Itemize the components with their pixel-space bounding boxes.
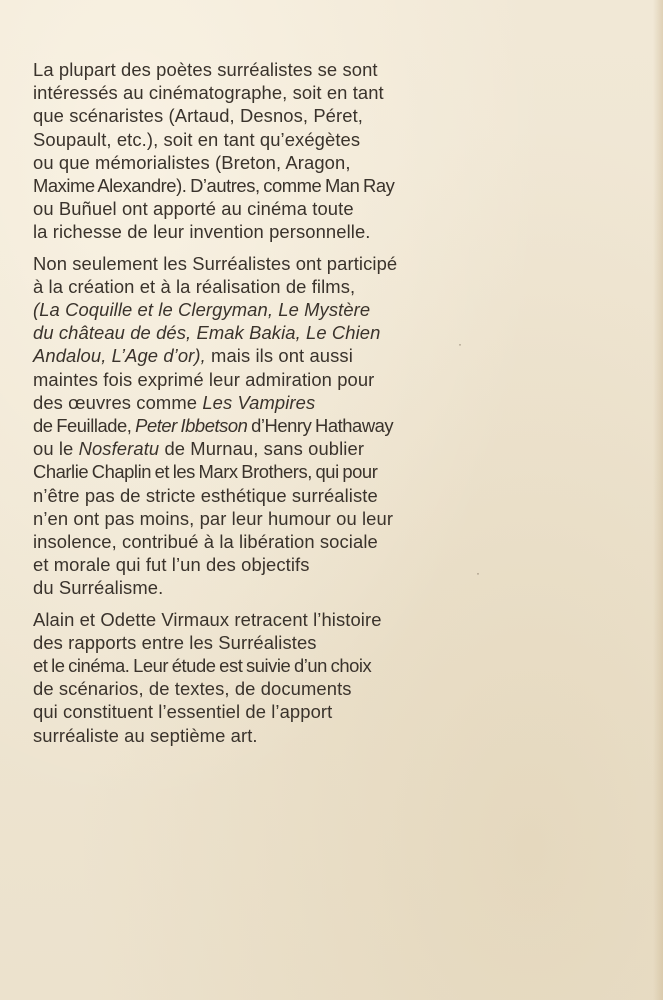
text-line: intéressés au cinématographe, soit en tant xyxy=(33,82,384,104)
text-segment: des œuvres comme xyxy=(33,391,203,413)
text-line: à la création et à la réalisation de films, xyxy=(33,275,356,297)
film-title: Nosferatu xyxy=(78,438,160,460)
text-line: Maxime Alexandre). D’autres, comme Man Ray xyxy=(33,175,395,197)
paper-speck: · xyxy=(458,337,462,351)
text-line: Non seulement les Surréalistes ont participé xyxy=(33,252,398,274)
text-line: surréaliste au septième art. xyxy=(33,724,258,746)
text-line: de scénarios, de textes, de documents xyxy=(33,678,352,700)
film-title: Les Vampires xyxy=(202,391,316,413)
text-line: la richesse de leur invention personnelle. xyxy=(33,221,371,243)
text-segment: d’Henry Hathaway xyxy=(247,415,394,437)
text-line: ou Buñuel ont apporté au cinéma toute xyxy=(33,198,354,220)
paper-speck: · xyxy=(476,566,480,580)
text-segment: de Murnau, sans oublier xyxy=(159,438,365,460)
text-line: et le cinéma. Leur étude est suivie d’un choix xyxy=(33,655,372,677)
text-line: n’être pas de stricte esthétique surréaliste xyxy=(33,484,378,506)
text-line: Charlie Chaplin et les Marx Brothers, qui pour xyxy=(33,461,378,483)
text-segment: de Feuillade, xyxy=(33,415,136,437)
text-line: des rapports entre les Surréalistes xyxy=(33,631,317,653)
paragraph-2 xyxy=(33,252,493,600)
text-line: insolence, contribué à la libération sociale xyxy=(33,531,378,553)
paragraph-1 xyxy=(33,58,493,244)
text-line: n’en ont pas moins, par leur humour ou leur xyxy=(33,507,394,529)
text-segment: ou le xyxy=(33,438,79,460)
text-line: Soupault, etc.), soit en tant qu’exégètes xyxy=(33,128,361,150)
film-titles-line: (La Coquille et le Clergyman, Le Mystère xyxy=(33,299,371,321)
text-line: et morale qui fut l’un des objectifs xyxy=(33,554,310,576)
blurb-text xyxy=(33,58,493,747)
text-line xyxy=(33,344,493,367)
film-titles-segment: Andalou, L’Age d’or), xyxy=(33,345,206,367)
text-line: maintes fois exprimé leur admiration pour xyxy=(33,368,375,390)
text-line: qui constituent l’essentiel de l’apport xyxy=(33,701,333,723)
text-line xyxy=(33,391,493,414)
text-line xyxy=(33,437,493,460)
text-line: du Surréalisme. xyxy=(33,577,164,599)
paragraph-3 xyxy=(33,608,493,747)
text-line: Alain et Odette Virmaux retracent l’histoire xyxy=(33,608,382,630)
paper-edge-shadow xyxy=(653,0,663,1000)
film-title: Peter Ibbetson xyxy=(135,415,248,437)
text-line: ou que mémorialistes (Breton, Aragon, xyxy=(33,151,351,173)
text-line xyxy=(33,414,493,437)
text-segment: mais ils ont aussi xyxy=(205,345,353,367)
text-line: que scénaristes (Artaud, Desnos, Péret, xyxy=(33,105,363,127)
film-titles-line: du château de dés, Emak Bakia, Le Chien xyxy=(33,322,381,344)
text-line: La plupart des poètes surréalistes se sont xyxy=(33,59,378,80)
